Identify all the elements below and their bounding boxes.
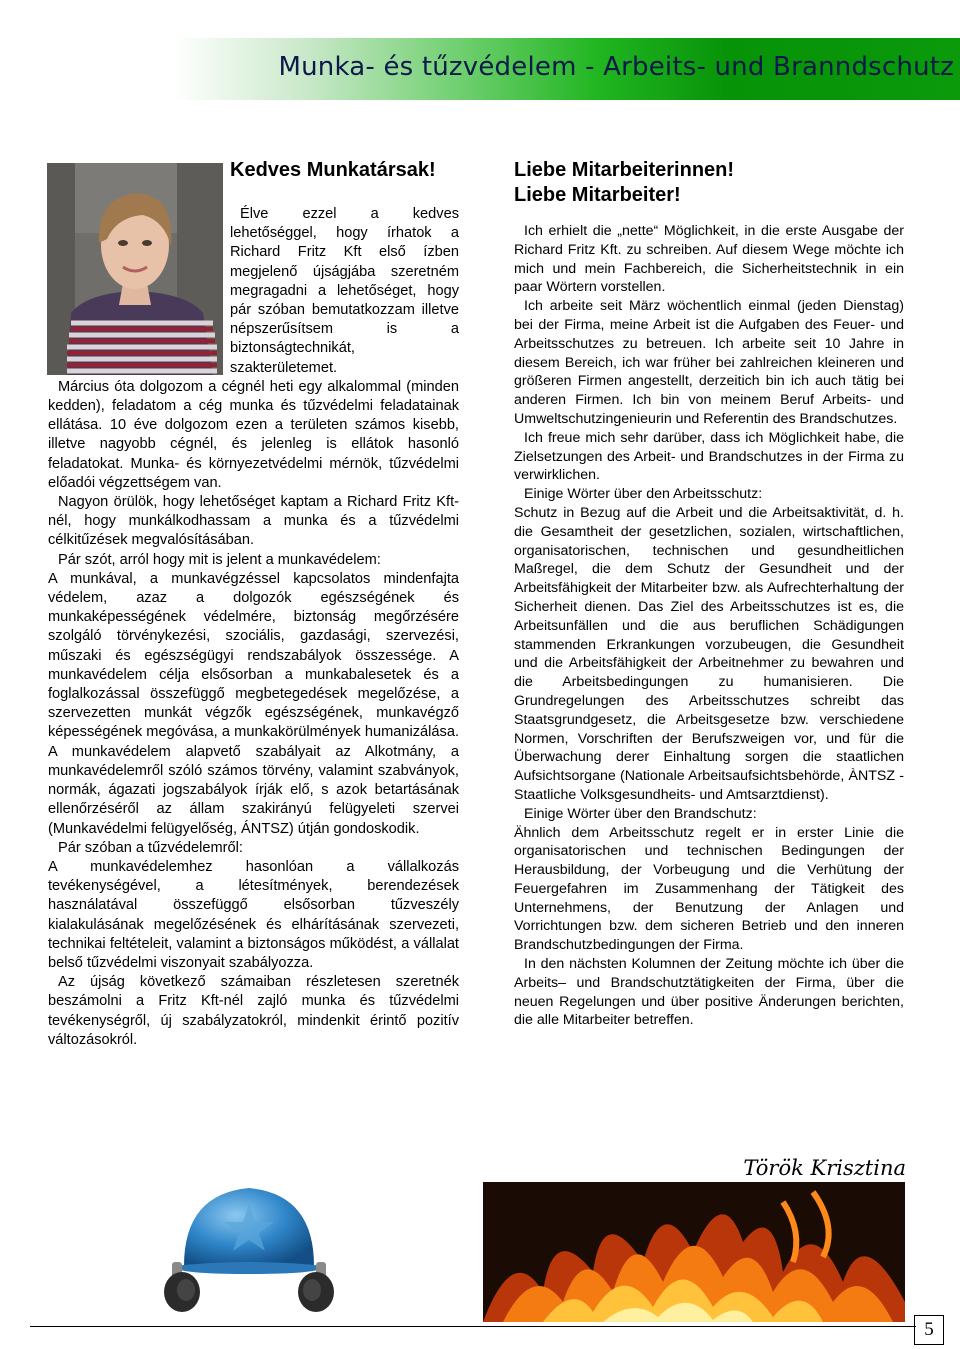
german-subheading: Einige Wörter über den Arbeitsschutz:: [524, 486, 763, 503]
hungarian-paragraph: A munkával, a munkavégzéssel kapcsolatos mindenfajta védelem, azaz a dolgozók egészségének és munkaképességének védelmére, biztonság megőrzésére szolgáló törvénykezési, szociális, gazdasági, szervezési, műszaki és egészségügyi rendszabályok összessége. A munkavédelem célja elsősorban a munkabalesetek és a foglalkozással összefüggő megbetegedések megelőzése, a szervezetten munkát végzők egészségének, munkavégző képességének megóvása, a munkakörülmények humanizálása. A munkavédelem alapvető szabályait az Alkotmány, a munkavédelemről szóló számos törvény, valamint szabványok, normák, ágazati jogszabályok írják elő, s azok betartásának ellenőrzéséről az állam szakirányú felügyeleti szervei (Munkavédelmi felügyelőség, ÁNTSZ) útján gondoskodik.: [48, 570, 459, 837]
fire-flames-image: [483, 1182, 905, 1322]
german-paragraph: Ich arbeite seit März wöchentlich einmal (jeden Dienstag) bei der Firma, meine Arbeit ist die Aufgaben des Feuer- und Arbeitsschutzes zu betreuen. Ich arbeite seit 10 Jahre in diesem Bereich, ich war früher bei zahlreichen kleineren und größeren Firmen angestellt, derzeitich bin ich auch tätig bei anderen Firmen. Ich bin von meinem Beruf Arbeits- und Umweltschutzingenieurin und Referentin des Brandschutzes.: [514, 298, 904, 427]
page-number: 5: [914, 1315, 944, 1345]
hungarian-intro-paragraph: Élve ezzel a kedves lehetőséggel, hogy írhatok a Richard Fritz Kft első ízben megjelenő újságjába szeretném megragadni a lehetőséget, hogy pár szóban bemutatkozzam illetve népszerűsítsem is a biztonságtechnikát, szakterületemet.: [230, 206, 459, 376]
header-banner: [0, 38, 960, 100]
german-paragraph: Ich freue mich sehr darüber, dass ich Möglichkeit habe, die Zielsetzungen des Arbeit- und Brandschutzes in der Firma zu verwirklichen.: [514, 429, 904, 484]
hungarian-article: [48, 158, 459, 1050]
safety-helmet-image: [164, 1174, 334, 1314]
german-paragraph: Schutz in Bezug auf die Arbeit und die Arbeitsaktivität, d. h. die Gesamtheit der gesetzlichen, sozialen, wirtschaftlichen, organisatorischen, technischen und gesundheitlichen Maßregel, die dem Schutz der Gesundheit und der Arbeitsfähigkeit der Mitarbeiter bzw. als Aufrechterhaltung der Sicherheit dienen. Das Ziel des Arbeitsschutzes ist es, die Arbeitsunfällen und die aus beruflichen Schädigungen stammenden Erkrankungen vorzubeugen, die Gesundheit und die Arbeitsfähigkeit der Arbeitnehmer zu bewahren und die Arbeitsbedingungen zu humanisieren. Die Grundregelungen des Arbeitsschutzes schreibt das Staatsgrundgesetz, die Arbeitsgesetze bzw. verschiedene Normen, Vorschriften der Berufszweigen vor, und für die Überwachung derer Einhaltung sorgen die staatlichen Aufsichtsorgane (Nationale Arbeitsaufsichtsbehörde, ÀNTSZ - Staatliche Volksgesundheits- und Amtsarztdienst).: [514, 504, 904, 803]
hungarian-paragraph: Március óta dolgozom a cégnél heti egy alkalommal (minden kedden), feladatom a cég munka és tűzvédelmi feladatainak ellátása. 10 éve dolgozom ezen a területen számos kisebb, illetve nagyobb cégnél, és jelenleg is ellátok hasonló feladatokat. Munka- és környezetvédelmi mérnök, tűzvédelmi előadói végzettségem van.: [48, 378, 459, 491]
german-paragraph: In den nächsten Kolumnen der Zeitung möchte ich über die Arbeits– und Brandschutztätigkeiten der Firma, über die neuen Regelungen und über positive Änderungen berichten, die alle Mitarbeiter betreffen.: [514, 956, 904, 1029]
german-paragraph: Ich erhielt die „nette“ Möglichkeit, in die erste Ausgabe der Richard Fritz Kft. zu schreiben. Auf diesem Wege möchte ich mich und mein Fachbereich, die Sicherheitstechnik in ein paar Wörtern vorstellen.: [514, 223, 904, 296]
hungarian-subheading: Pár szóban a tűzvédelemről:: [58, 839, 243, 856]
footer-rule: [30, 1326, 916, 1327]
hungarian-paragraph: Az újság következő számaiban részletesen szeretnék beszámolni a Fritz Kft-nél zajló munka és tűzvédelmi tevékenységről, új szabályzatokról, mindenkit érintő pozitív változásokról.: [48, 974, 459, 1048]
hungarian-paragraph: Nagyon örülök, hogy lehetőséget kaptam a Richard Fritz Kft-nél, hogy munkálkodhassam a munka és a tűzvédelmi célkitűzések megvalósításában.: [48, 494, 459, 549]
hungarian-greeting: Kedves Munkatársak!: [230, 159, 436, 181]
page-title: Munka- és tűzvédelem - Arbeits- und Branndschutz: [278, 52, 954, 82]
hungarian-subheading: Pár szót, arról hogy mit is jelent a munkavédelem:: [58, 551, 381, 568]
hungarian-paragraph: A munkavédelemhez hasonlóan a vállalkozás tevékenységével, a létesítmények, berendezések használatával összefüggő elsősorban tűzveszély kialakulásának megelőzésének és elhárításának szervezeti, technikai feltételeit, valamint a biztonságos működést, a vállalat belső tűzvédelmi viszonyait szabályozza.: [48, 858, 459, 971]
german-article: [514, 158, 904, 1030]
signature-name: Török Krisztina: [743, 1156, 906, 1180]
german-paragraph: Ähnlich dem Arbeitsschutz regelt er in erster Linie die organisatorischen und technischen Bedingungen der Herausbildung, der Vorbeugung und die Verhütung der Feuergefahren im Zusammenhang der Tätigkeit des Unternehmens, der Benutzung der Anlagen und Vorrichtungen bzw. dem sicheren Betrieb und den inneren Brandschutzbedingungen der Firma.: [514, 824, 904, 954]
german-greeting-line2: Liebe Mitarbeiter!: [514, 184, 681, 206]
german-greeting-line1: Liebe Mitarbeiterinnen!: [514, 159, 735, 181]
german-subheading: Einige Wörter über den Brandschutz:: [524, 805, 757, 822]
